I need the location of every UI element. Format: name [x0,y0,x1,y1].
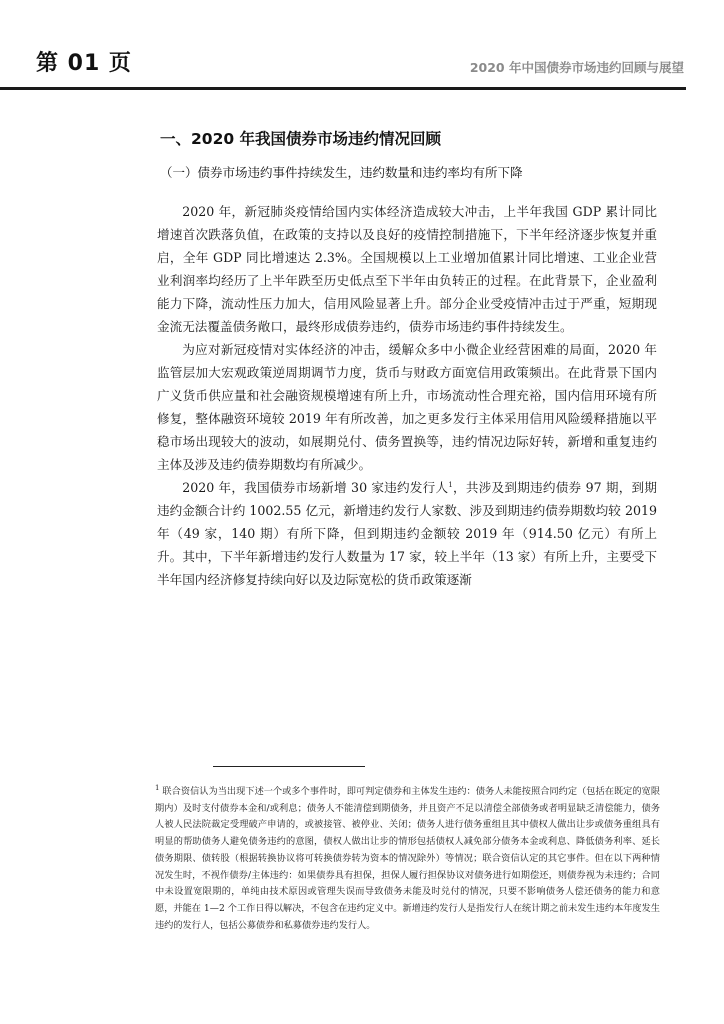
footnote [155,784,660,934]
footnote-mark: 1 [155,783,160,792]
subsection-title: （一）债券市场违约事件持续发生，违约数量和违约率均有所下降 [160,165,523,180]
paragraph: 2020 年，新冠肺炎疫情给国内实体经济造成较大冲击，上半年我国 GDP 累计同比增速首次跌落负值，在政策的支持以及良好的疫情控制措施下，下半年经济逐步恢复并重启，全年 GDP 同比增速达 2.3%。全国规模以上工业增加值累计同比增速、工业企业营业利润率均经历了上半年跌至历史低点至下半年由负转正的过程。在此背景下，企业盈利能力下降，流动性压力加大，信用风险显著上升。部分企业受疫情冲击过于严重，短期现金流无法覆盖债务敞口，最终形成债券违约，债券市场违约事件持续发生。 [157,204,657,334]
footnote-paragraph [155,784,660,934]
footnote-reference[interactable]: 1 [448,480,453,489]
footnote-text: 联合资信认为当出现下述一个或多个事件时，即可判定债券和主体发生违约：债务人未能按照合同约定（包括在既定的宽限期内）及时支付债券本金和/或利息；债务人不能清偿到期债务，并且资产不足以清偿全部债务或者明显缺乏清偿能力，债务人被人民法院裁定受理破产申请的，或被接管、被停业、关闭；债务人进行债务重组且其中债权人做出让步或债务重组具有明显的帮助债务人避免债务违约的意图，债权人做出让步的情形包括债权人减免部分债务本金或利息、降低债务利率、延长债务期限、债转股（根据转换协议将可转换债券转为资本的情况除外）等情况；联合资信认定的其它事件。但在以下两种情况发生时，不视作债券/主体违约：如果债券具有担保，担保人履行担保协议对债务进行如期偿还，则债券视为未违约；合同中未设置宽限期的，单纯由技术原因或管理失误而导致债务未能及时兑付的情况，只要不影响债务人偿还债务的能力和意愿，并能在 1—2 个工作日得以解决，不包含在违约定义中。新增违约发行人是指发行人在统计期之前未发生违约本年度发生违约的发行人，包括公募债券和私募债券违约发行人。 [155,786,661,931]
body-text [157,200,657,591]
header-divider [0,87,686,90]
page-number: 第 01 页 [36,51,132,76]
paragraph-text: ，共涉及到期违约债券 97 期，到期违约金额合计约 1002.55 亿元，新增违约发行人家数、涉及到期违约债券期数均较 2019 年（49 家，140 期）有所下降，但到期违约金额较 2019 年（914.50 亿元）有所上升。其中，下半年新增违约发行人数量为 17 家，较上半年（13 家）有所上升，主要受下半年国内经济修复持续向好以及边际宽松的货币政策逐渐 [157,480,657,587]
paragraph [157,476,657,591]
section-title: 一、2020 年我国债券市场违约情况回顾 [160,130,442,148]
paragraph: 为应对新冠疫情对实体经济的冲击，缓解众多中小微企业经营困难的局面，2020 年监管层加大宏观政策逆周期调节力度，货币与财政方面宽信用政策频出。在此背景下国内广义货币供应量和社会融资规模增速有所上升，市场流动性合理充裕，国内信用环境有所修复，整体融资环境较 2019 年有所改善，加之更多发行主体采用信用风险缓释措施以平稳市场出现较大的波动，如展期兑付、债务置换等，违约情况边际好转，新增和重复违约主体及涉及违约债券期数均有所减少。 [157,342,657,472]
paragraph-text: 2020 年，我国债券市场新增 30 家违约发行人 [182,480,449,495]
running-title: 2020 年中国债券市场违约回顾与展望 [469,60,684,75]
footnote-divider [213,766,365,767]
